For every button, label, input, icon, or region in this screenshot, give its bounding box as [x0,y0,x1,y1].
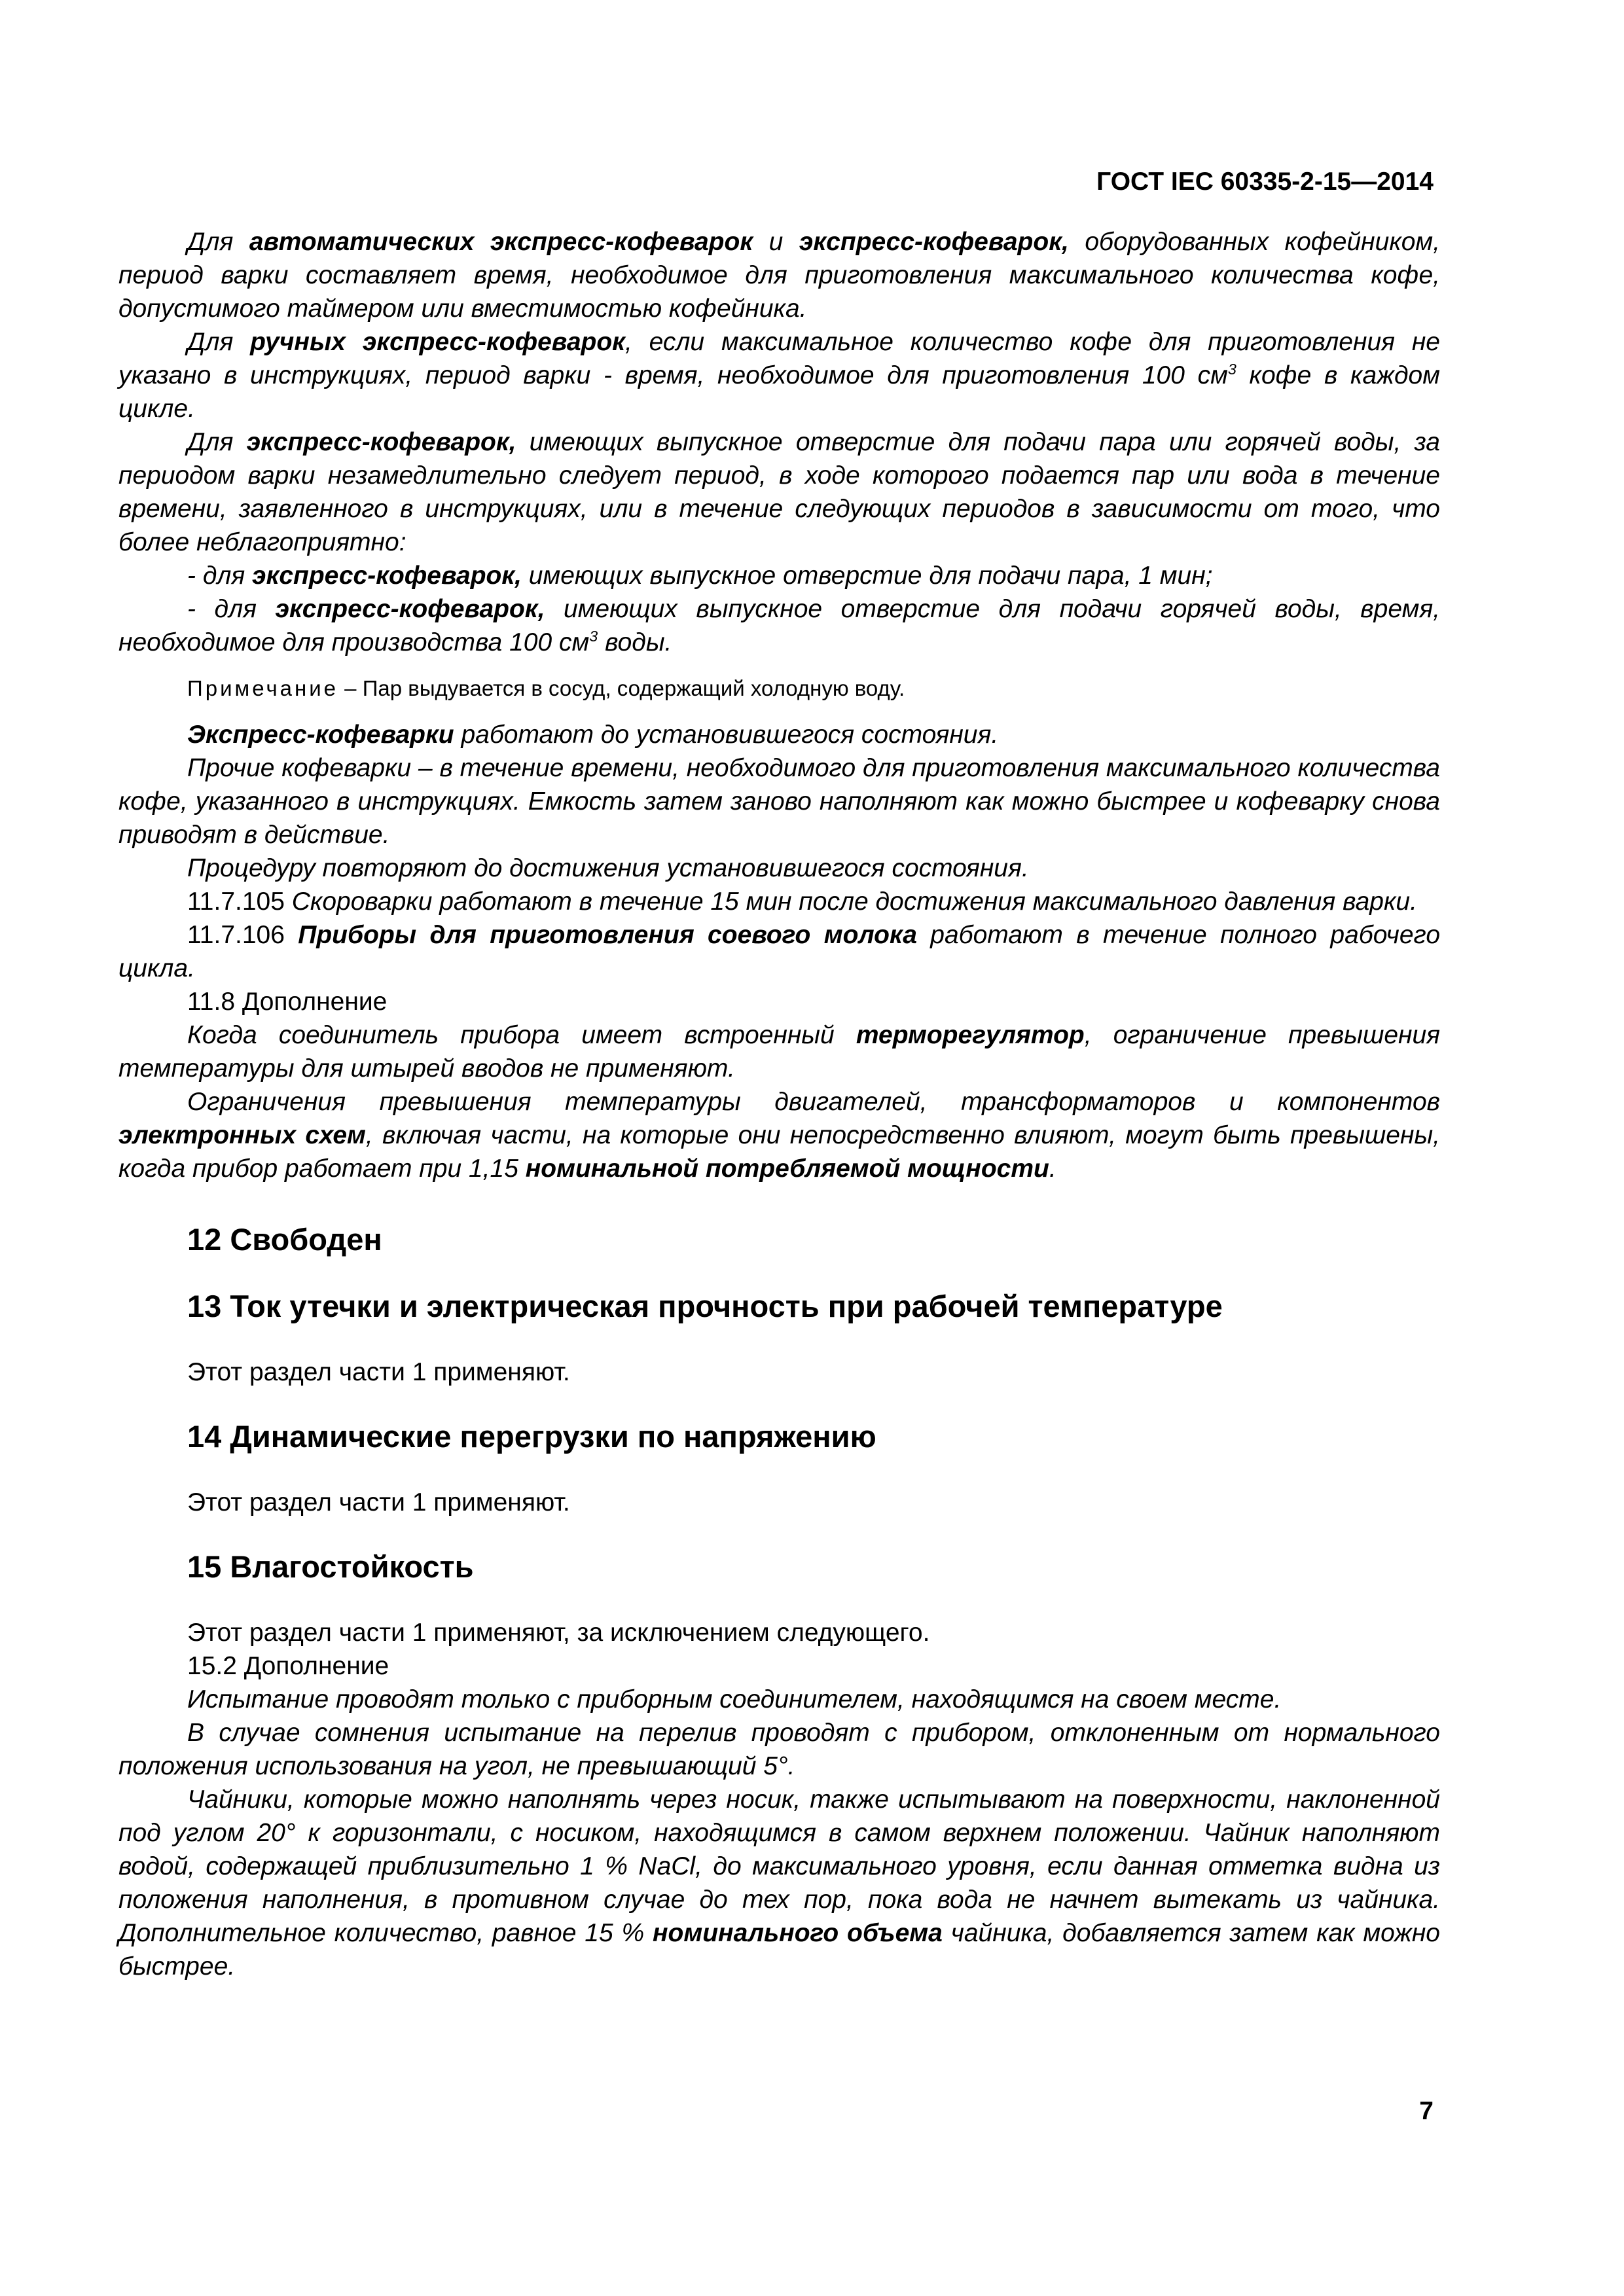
paragraph: Ограничения превышения температуры двигателей, трансформаторов и компонентов электронных схем, включая части, на которые они непосредственно влияют, могут быть превышены, когда прибор работает при 1,15 номинальной потребляемой мощности. [118,1088,1440,1183]
clause-11-8: 11.8 Дополнение [187,988,388,1016]
paragraph: Для экспресс-кофеварок, имеющих выпускное отверстие для подачи пара или горячей воды, за периодом варки незамедлительно следует период, в ходе которого подается пар или вода в течение времени, заявленного в инструкциях, или в течение следующих периодов в зависимости от того, что более неблагоприятно: [118,428,1440,556]
section-heading-14: 14 Динамические перегрузки по напряжению [187,1419,876,1454]
clause-11-7-106: 11.7.106 Приборы для приготовления соевого молока работают в течение полного рабочего цикла. [118,921,1441,982]
clause-11-7-105: 11.7.105 Скороварки работают в течение 15 мин после достижения максимального давления варки. [187,888,1417,916]
paragraph: Экспресс-кофеварки работают до установившегося состояния. [187,721,999,749]
paragraph: Прочие кофеварки – в течение времени, необходимого для приготовления максимального количества кофе, указанного в инструкциях. Емкость затем заново наполняют как можно быстрее и кофеварку снова приводят в действие. [118,754,1440,849]
paragraph: Чайники, которые можно наполнять через носик, также испытывают на поверхности, наклоненной под углом 20° к горизонтали, с носиком, находящимся в самом верхнем положении. Чайник наполняют водой, содержащей приблизительно 1 % NaCl, до максимального уровня, если данная отметка видна из положения наполнения, в противном случае до тех пор, пока вода не начнет вытекать из чайника. Дополнительное количество, равное 15 % номинального объема чайника, добавляется затем как можно быстрее. [118,1785,1440,1981]
paragraph: Испытание проводят только с приборным соединителем, находящимся на своем месте. [187,1685,1282,1713]
section-heading-12: 12 Свободен [187,1222,382,1257]
list-item: - для экспресс-кофеварок, имеющих выпускное отверстие для подачи горячей воды, время, необходимое для производства 100 $см^3$ воды. [118,595,1441,656]
note: Примечание – Пар выдувается в сосуд, содержащий холодную воду. [187,676,905,700]
clause-15-2: 15.2 Дополнение [187,1652,389,1680]
paragraph: Процедуру повторяют до достижения установившегося состояния. [187,854,1029,882]
paragraph: Этот раздел части 1 применяют, за исключением следующего. [187,1619,930,1647]
page-number: 7 [1419,2097,1434,2125]
paragraph: Когда соединитель прибора имеет встроенный терморегулятор, ограничение превышения температуры для штырей вводов не применяют. [118,1021,1440,1083]
paragraph: Этот раздел части 1 применяют. [187,1488,570,1516]
list-item: - для экспресс-кофеварок, имеющих выпускное отверстие для подачи пара, 1 мин; [187,562,1213,590]
section-heading-15: 15 Влагостойкость [187,1549,474,1584]
paragraph: Этот раздел части 1 применяют. [187,1358,570,1386]
paragraph: Для автоматических экспресс-кофеварок и экспресс-кофеварок, оборудованных кофейником, период варки составляет время, необходимое для приготовления максимального количества кофе, допустимого таймером или вместимостью кофейника. [118,228,1440,323]
document-header: ГОСТ IEC 60335-2-15—2014 [1096,168,1434,196]
section-heading-13: 13 Ток утечки и электрическая прочность при рабочей температуре [187,1289,1223,1323]
paragraph: В случае сомнения испытание на перелив проводят с прибором, отклоненным от нормального положения использования на угол, не превышающий 5°. [118,1719,1440,1780]
document-body [118,225,1440,1983]
paragraph: Для ручных экспресс-кофеварок, если максимальное количество кофе для приготовления не указано в инструкциях, период варки - время, необходимое для приготовления 100 $см^3$ кофе в каждом цикле. [118,328,1440,423]
note-label: Примечание [187,676,339,700]
